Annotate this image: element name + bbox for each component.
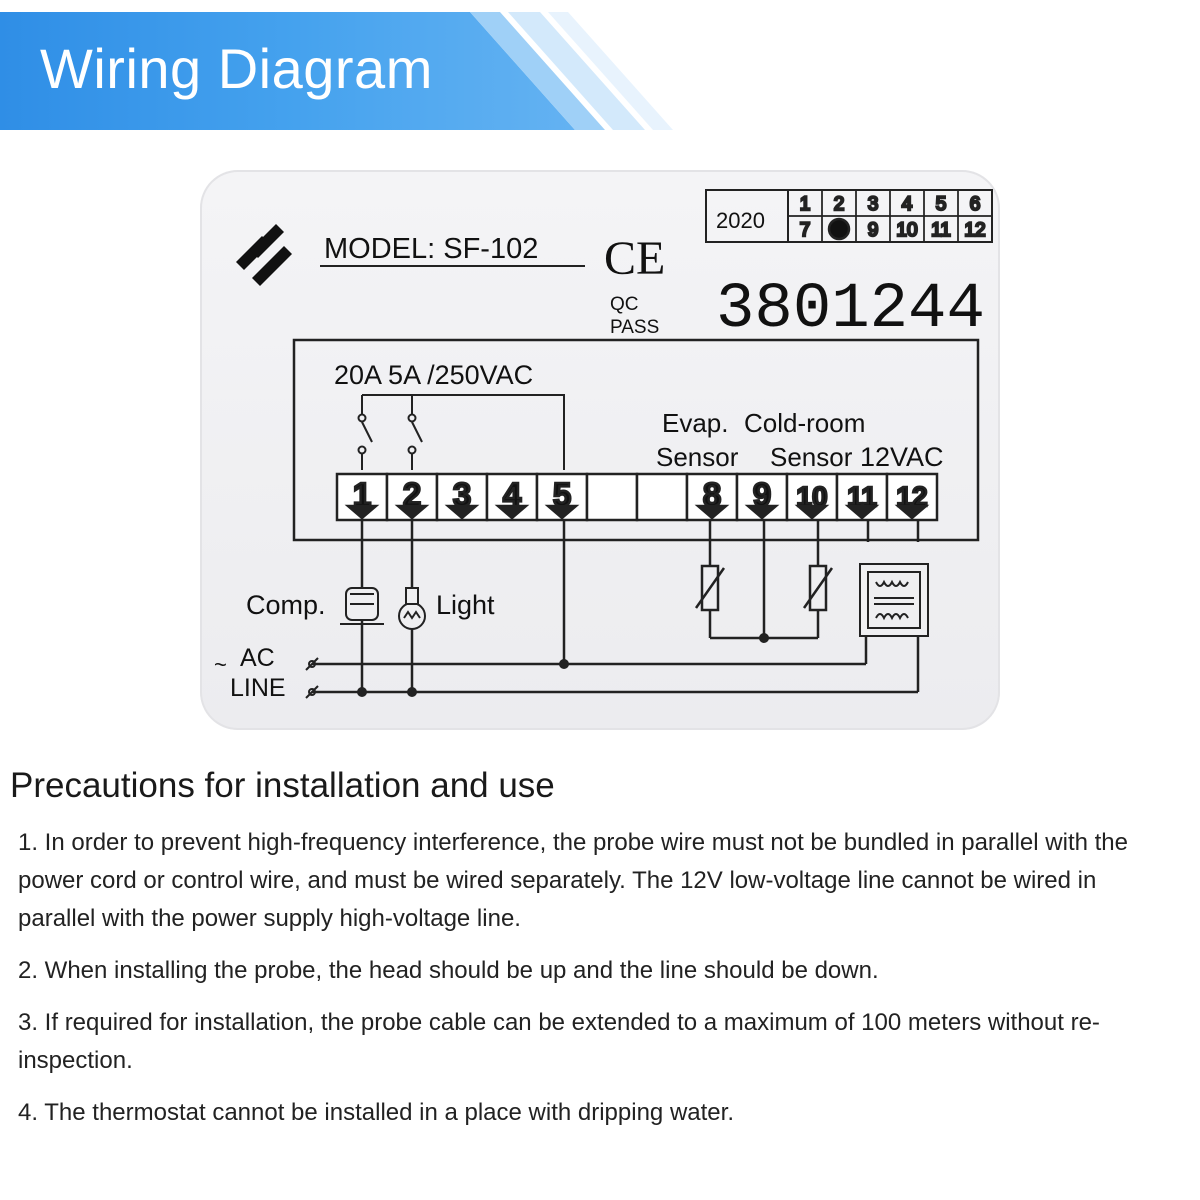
month-number: 5: [935, 194, 947, 215]
month-number: 10: [896, 220, 918, 241]
ac-symbol: ~: [214, 652, 227, 677]
month-grid: [788, 190, 992, 242]
ac-label: AC: [240, 644, 275, 672]
thermistor-icon: [696, 566, 724, 610]
light-label: Light: [436, 590, 495, 620]
supply-voltage-label: 12VAC: [860, 442, 944, 472]
month-number: 11: [931, 220, 951, 241]
cold-room-label: Cold-room: [744, 408, 866, 438]
terminal-number: 3: [452, 476, 472, 513]
terminal-box: [637, 474, 687, 520]
model-label: MODEL: SF-102: [324, 233, 539, 265]
compressor-label: Comp.: [246, 590, 326, 620]
month-number: 3: [867, 194, 879, 215]
rating-label: 20A 5A /250VAC: [334, 360, 534, 390]
precaution-item: 1. In order to prevent high-frequency interference, the probe wire must not be bundled in parallel with the power cord or control wire, and must be wired separately. The 12V low-voltage line cannot be wired in parallel with the power supply high-voltage line.: [18, 829, 1128, 932]
light-bulb-icon: [399, 588, 425, 629]
terminal-number: 10: [796, 481, 828, 512]
terminal-number: 11: [847, 481, 877, 512]
month-number: 12: [964, 220, 986, 241]
terminal-box: [587, 474, 637, 520]
ce-mark: CE: [604, 232, 666, 285]
precautions-section: [10, 766, 1190, 1146]
terminal-number: 4: [502, 476, 522, 513]
month-number: 6: [969, 194, 981, 215]
compressor-icon: [340, 588, 384, 624]
terminal-number: 8: [702, 476, 722, 513]
month-number: 2: [833, 194, 845, 215]
qc-pass-label: PASS: [610, 317, 660, 338]
relay-contacts: [359, 395, 565, 470]
month-number: 1: [799, 194, 811, 215]
precautions-title: Precautions for installation and use: [10, 766, 555, 805]
month-number: 9: [867, 220, 879, 241]
terminal-number: 2: [402, 476, 422, 513]
transformer-icon: [860, 564, 928, 636]
evap-label: Evap.: [662, 408, 729, 438]
terminal-number: 12: [896, 481, 928, 512]
qc-label: QC: [610, 294, 639, 315]
brand-logo: [236, 224, 292, 286]
device-label: [200, 170, 1000, 730]
year-label: 2020: [716, 208, 765, 233]
terminal-number: 5: [552, 476, 572, 513]
line-label: LINE: [230, 674, 286, 702]
month-number: 4: [901, 194, 913, 215]
precaution-item: 4. The thermostat cannot be installed in a place with dripping water.: [18, 1099, 734, 1126]
terminal-block: [337, 474, 937, 520]
cold-room-sensor-label: Sensor: [770, 442, 853, 472]
punched-month-mark: [829, 219, 849, 239]
serial-number: 3801244: [716, 274, 985, 346]
wiring-diagram: [200, 170, 1000, 730]
evap-sensor-label: Sensor: [656, 442, 739, 472]
terminal-number: 1: [352, 476, 372, 513]
precaution-item: 2. When installing the probe, the head should be up and the line should be down.: [18, 957, 879, 984]
terminal-number: 9: [752, 476, 772, 513]
thermistor-icon: [804, 566, 832, 610]
precaution-item: 3. If required for installation, the probe cable can be extended to a maximum of 100 meters without re-inspection.: [18, 1009, 1100, 1074]
month-number: 7: [799, 220, 811, 241]
banner-title: Wiring Diagram: [40, 37, 433, 100]
